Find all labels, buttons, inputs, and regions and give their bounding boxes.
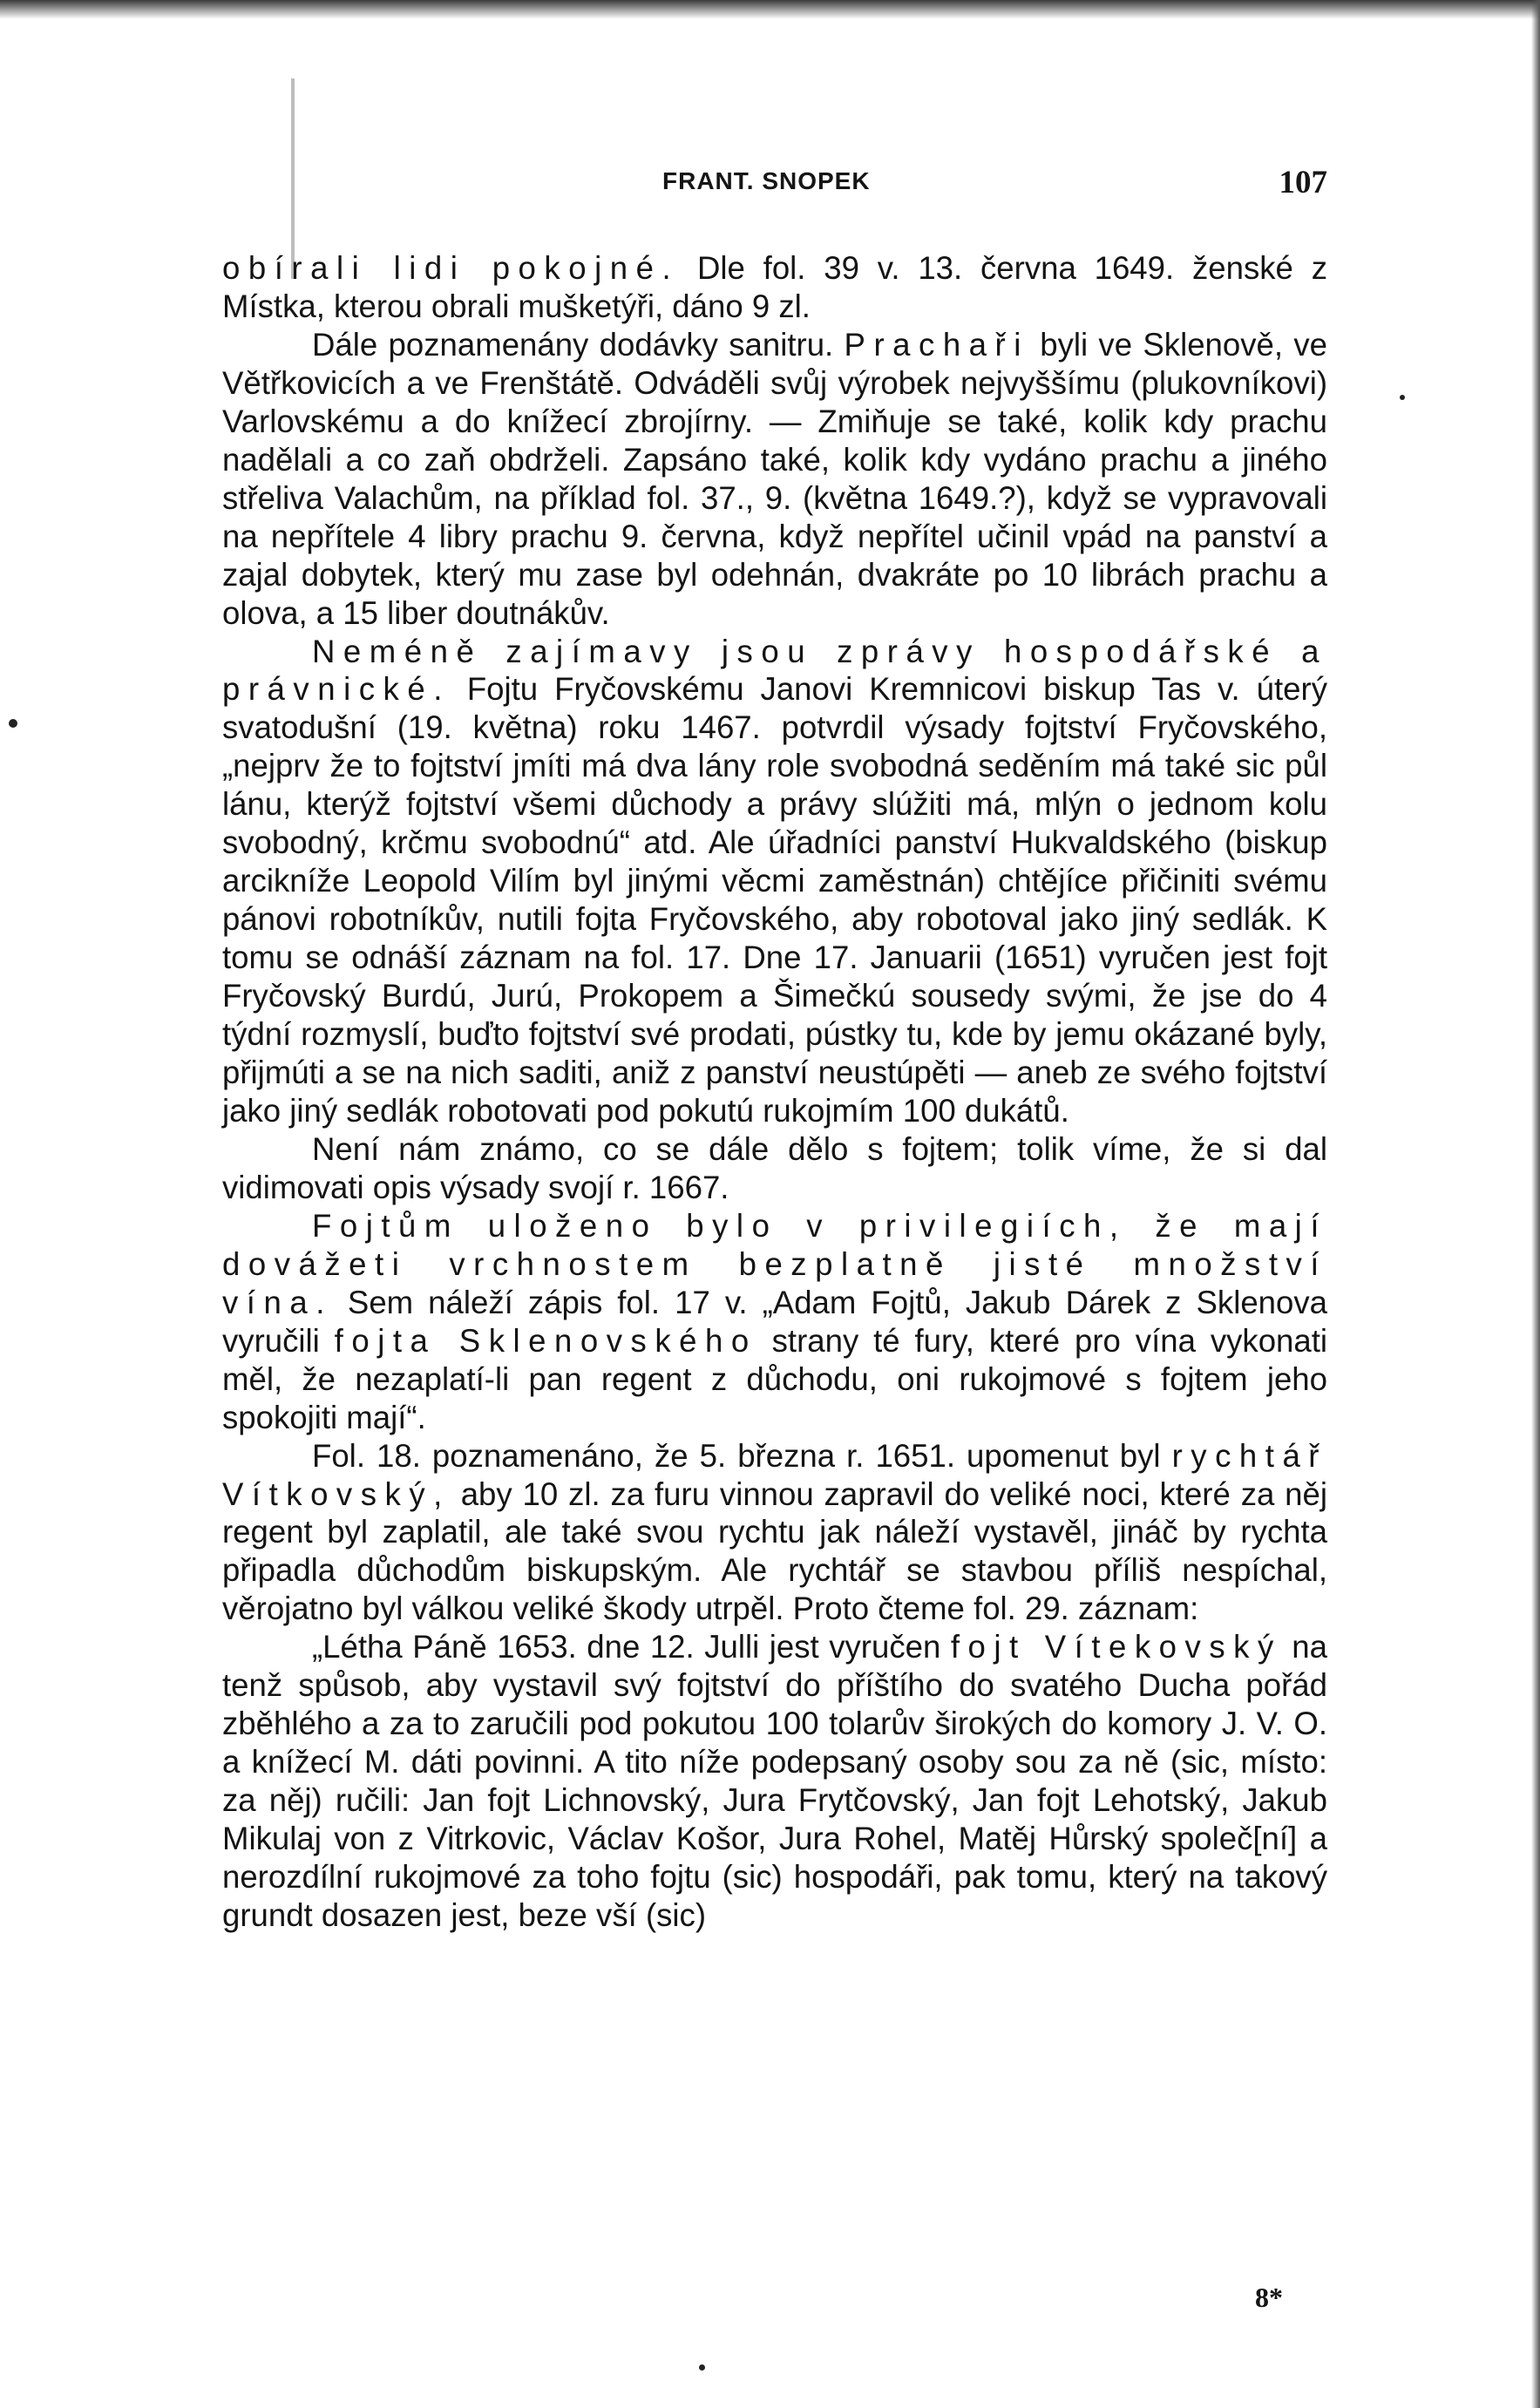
paragraph — [222, 1437, 1327, 1629]
paragraph — [222, 326, 1327, 633]
spaced-emphasis: Neméně zajímavy jsou zprávy hospodářské a právnické. — [222, 633, 1327, 708]
paragraph — [222, 1130, 1327, 1207]
text-run: „Létha Páně 1653. dne 12. Julli jest vyručen — [312, 1629, 951, 1665]
scan-edge-right — [1531, 0, 1540, 2408]
page-number: 107 — [1279, 165, 1327, 200]
running-head — [222, 164, 1327, 202]
signature-mark: 8* — [1255, 2282, 1283, 2313]
text-run: byli ve Sklenově, ve Větřkovicích a ve Frenštátě. Odváděli svůj výrobek nejvyššímu (plukovníkovi) Varlovskému a do knížecí zbrojírny. — Zmiňuje se také, kolik kdy prachu nadělali a co zaň obdrželi. Zapsáno také, kolik kdy vydáno prachu a jiného střeliva Valachům, na příklad fol. 37., 9. (května 1649.?), když se vypravovali na nepřítele 4 libry prachu 9. června, když nepřítel učinil vpád na panství a zajal dobytek, který mu zase byl odehnán, dvakráte po 10 librách prachu a olova, a 15 liber doutnákův. — [222, 326, 1327, 631]
text-run: Sem náleží zápis fol. 17 v. „Adam Fojtů, Jakub Dárek z Sklenova vyručili — [222, 1284, 1327, 1359]
text-run: na tenž spůsob, aby vystavil svý fojtství do příštího do svatého Ducha pořád zběhlého a za to zaručili pod pokutou 100 tolarův širokých do komory J. V. O. a knížecí M. dáti povinni. A tito níže podepsaný osoby sou za ně (sic, místo: za něj) ručili: Jan fojt Lichnovský, Jura Frytčovský, Jan fojt Lehotský, Jakub Mikulaj von z Vitrkovic, Václav Košor, Jura Rohel, Matěj Hůrský společ[ní] a nerozdílní rukojmové za toho fojtu (sic) hospodáři, pak tomu, který na takový grundt dosazen jest, beze vší (sic) — [222, 1629, 1327, 1933]
spaced-emphasis: obírali lidi pokojné. — [222, 250, 680, 286]
spaced-emphasis: fojta Sklenovského — [334, 1322, 757, 1359]
paragraph — [222, 1207, 1327, 1437]
scan-speck — [9, 719, 17, 728]
text-run: Dále poznamenány dodávky sanitru. — [312, 326, 845, 363]
spaced-emphasis: fojt Vítekovský — [950, 1629, 1282, 1665]
spaced-emphasis: Fojtům uloženo bylo v privilegiích, že mají dovážeti vrchnostem bezplatně jisté množství vína. — [222, 1207, 1327, 1320]
text-run: Fol. 18. poznamenáno, že 5. března r. 1651. upomenut byl — [312, 1437, 1172, 1474]
scan-speck — [699, 2364, 705, 2371]
scan-speck — [1400, 395, 1405, 400]
spaced-emphasis: rychtář Vítkovský, — [222, 1437, 1327, 1512]
paragraph — [222, 633, 1327, 1130]
text-run: Dle fol. 39 v. 13. června 1649. ženské z Místka, kterou obrali mušketýři, dáno 9 zl. — [222, 250, 1327, 324]
text-run: aby 10 zl. za furu vinnou zapravil do veliké noci, které za něj regent byl zaplatil, ale také svou rychtu jak náleží vystavěl, jináč by rychta připadla důchodům biskupským. Ale rychtář se stavbou příliš nespíchal, věrojatno byl válkou veliké škody utrpěl. Proto čteme fol. 29. záznam: — [222, 1475, 1327, 1627]
paragraph — [222, 1628, 1327, 1935]
running-head-author: FRANT. SNOPEK — [662, 167, 871, 194]
body-text — [222, 249, 1327, 1935]
paragraph — [222, 249, 1327, 326]
text-run: Fojtu Fryčovskému Janovi Kremnicovi biskup Tas v. úterý svatodušní (19. května) roku 1467. potvrdil výsady fojtství Fryčovského, „nejprv že to fojtství jmíti má dva lány role svobodná seděním má také sic půl lánu, kterýž fojtství všemi důchody a právy slúžiti má, mlýn o jednom kolu svobodný, krčmu svobodnú“ atd. Ale úřadníci panství Hukvaldského (biskup arcikníže Leopold Vilím byl jinými věcmi zaměstnán) chtějíce přičiniti svému pánovi robotníkův, nutili fojta Fryčovského, aby robotoval jako jiný sedlák. K tomu se odnáší záznam na fol. 17. Dne 17. Januarii (1651) vyručen jest fojt Fryčovský Burdú, Jurú, Prokopem a Šimečkú sousedy svými, že jse do 4 týdní rozmyslí, buďto fojtství své prodati, pústky tu, kde by jemu okázané byly, přijmúti a se na nich saditi, aniž z panství neustúpěti — aneb ze svého fojtství jako jiný sedlák robotovati pod pokutú rukojmím 100 dukátů. — [222, 671, 1327, 1129]
text-run: strany té fury, které pro vína vykonati měl, že nezaplatí-li pan regent z důchodu, oni rukojmové s fojtem jeho spokojiti mají“. — [222, 1322, 1328, 1435]
spaced-emphasis: Prachaři — [844, 326, 1029, 363]
text-run: Není nám známo, co se dále dělo s fojtem; tolik víme, že si dal vidimovati opis výsady svojí r. 1667. — [222, 1130, 1327, 1205]
scan-edge-top — [0, 0, 1540, 19]
